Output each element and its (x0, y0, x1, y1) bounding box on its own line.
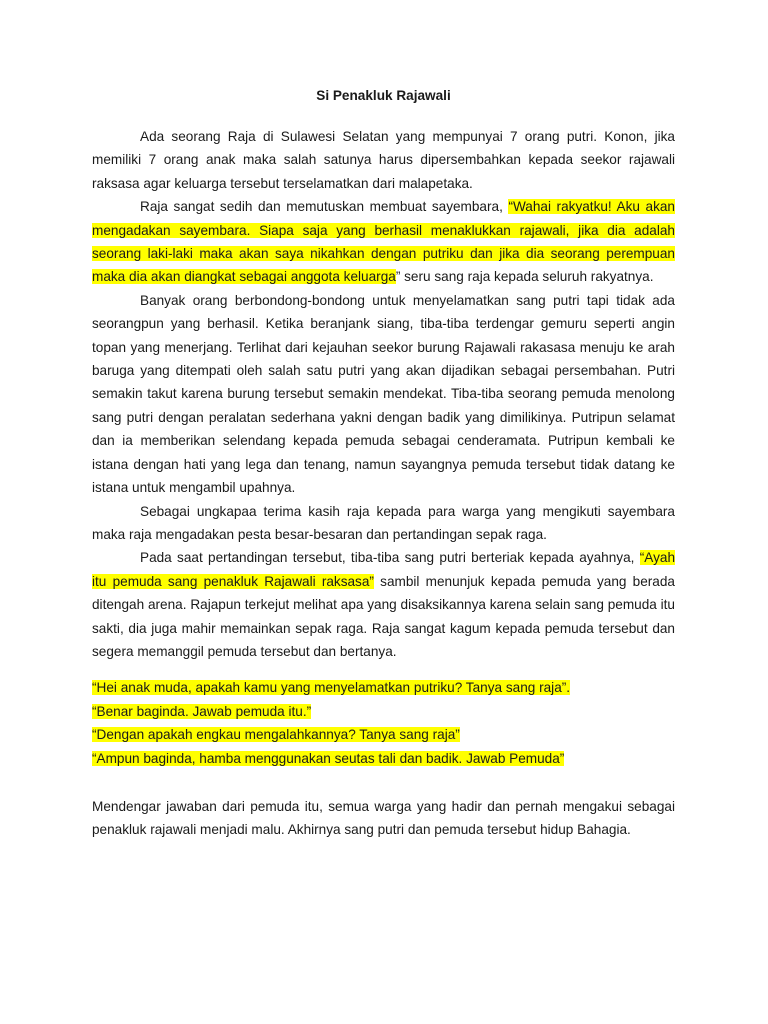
paragraph-4: Sebagai ungkapaa terima kasih raja kepada para warga yang mengikuti sayembara maka raja mengadakan pesta besar-besaran dan pertandingan sepak raga. (92, 503, 675, 542)
paragraph-2 (92, 195, 675, 289)
highlighted-quote-putri: “Ayah itu pemuda sang penakluk Rajawali raksasa” (92, 550, 675, 589)
paragraph-2-lead: Raja sangat sedih dan memutuskan membuat sayembara, (140, 199, 509, 215)
dialog-line-text: “Hei anak muda, apakah kamu yang menyelamatkan putriku? Tanya sang raja”. (92, 680, 571, 696)
paragraph-5 (92, 546, 675, 663)
paragraph-1: Ada seorang Raja di Sulawesi Selatan yang mempunyai 7 orang putri. Konon, jika memiliki 7 orang anak maka salah satunya harus dipersembahkan kepada seekor rajawali raksasa agar keluarga tersebut terselamatkan dari malapetaka. (92, 129, 675, 191)
dialog-block (92, 676, 675, 770)
paragraph-3: Banyak orang berbondong-bondong untuk menyelamatkan sang putri tapi tidak ada seorangpun yang berhasil. Ketika beranjank siang, tiba-tiba terdengar gemuru seperti angin topan yang menerjang. Terlihat dari kejauhan seekor burung Rajawali rakasasa menuju ke arah baruga yang ditempati oleh salah satu putri yang akan dijadikan sebagai persembahan. Putri semakin takut karena burung tersebut semakin mendekat. Tiba-tiba seorang pemuda menolong sang putri dengan peralatan sederhana yakni dengan badik yang dimilikinya. Putripun selamat dan ia memberikan selendang kepada pemuda sebagai cenderamata. Putripun kembali ke istana dengan hati yang lega dan tenang, namun sayangnya pemuda tersebut tidak datang ke istana untuk mengambil upahnya. (92, 292, 675, 496)
paragraph-2-tail: ” seru sang raja kepada seluruh rakyatnya. (395, 269, 654, 285)
dialog-line (92, 747, 675, 770)
dialog-line (92, 700, 675, 723)
dialog-line (92, 676, 675, 699)
document-title: Si Penakluk Rajawali (316, 88, 451, 103)
paragraph-5-lead: Pada saat pertandingan tersebut, tiba-tiba sang putri berteriak kepada ayahnya, (140, 550, 640, 566)
dialog-line-text: “Ampun baginda, hamba menggunakan seutas tali dan badik. Jawab Pemuda” (92, 750, 565, 766)
closing-paragraph: Mendengar jawaban dari pemuda itu, semua warga yang hadir dan pernah mengakui sebagai penakluk rajawali menjadi malu. Akhirnya sang putri dan pemuda tersebut hidup Bahagia. (92, 798, 675, 838)
document-page (92, 86, 675, 855)
dialog-line (92, 723, 675, 746)
dialog-line-text: “Dengan apakah engkau mengalahkannya? Tanya sang raja” (92, 727, 460, 743)
highlighted-quote-raja: “Wahai rakyatku! Aku akan mengadakan sayembara. Siapa saja yang berhasil menaklukkan rajawali, jika dia adalah seorang laki-laki maka akan saya nikahkan dengan putriku dan jika dia seorang perempuan maka dia akan diangkat sebagai anggota keluarga (92, 199, 675, 285)
paragraph-5-tail: sambil menunjuk kepada pemuda yang berada ditengah arena. Rajapun terkejut melihat apa yang disaksikannya karena selain sang pemuda itu sakti, dia juga mahir memainkan sepak raga. Raja sangat kagum kepada pemuda tersebut dan segera memanggil pemuda tersebut dan bertanya. (92, 573, 675, 659)
dialog-line-text: “Benar baginda. Jawab pemuda itu.” (92, 703, 312, 719)
